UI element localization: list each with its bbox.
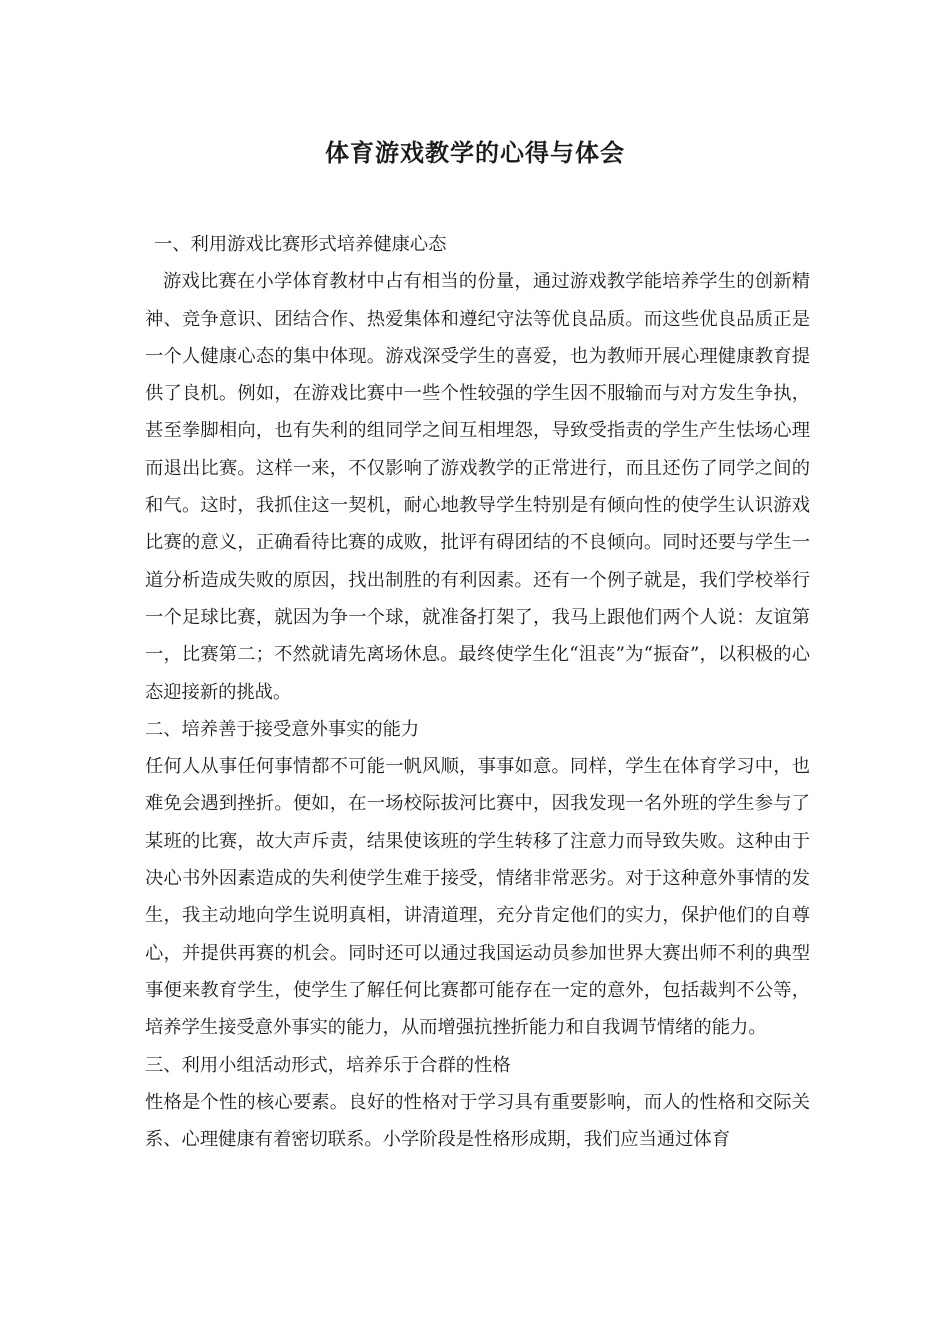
section-heading-2: 二、培养善于接受意外事实的能力 [145, 718, 420, 740]
section-paragraph-1: 游戏比赛在小学体育教材中占有相当的份量，通过游戏教学能培养学生的创新精神、竞争意识、团结合作、热爱集体和遵纪守法等优良品质。而这些优良品质正是一个人健康心态的集中体现。游戏深受学生的喜爱，也为教师开展心理健康教育提供了良机。例如，在游戏比赛中一些个性较强的学生因不服输而与对方发生争执，甚至拳脚相向，也有失利的组同学之间互相埋怨，导致受指责的学生产生怯场心理而退出比赛。这样一来，不仅影响了游戏教学的正常进行，而且还伤了同学之间的和气。这时，我抓住这一契机，耐心地教导学生特别是有倾向性的使学生认识游戏比赛的意义，正确看待比赛的成败，批评有碍团结的不良倾向。同时还要与学生一道分析造成失败的原因，找出制胜的有利因素。还有一个例子就是，我们学校举行一个足球比赛，就因为争一个球，就准备打架了，我马上跟他们两个人说：友谊第一，比赛第二；不然就请先离场休息。最终使学生化“沮丧”为“振奋”，以积极的心态迎接新的挑战。 [145, 271, 810, 703]
document-title: 体育游戏教学的心得与体会 [325, 138, 625, 167]
section-paragraph-3: 性格是个性的核心要素。良好的性格对于学习具有重要影响，而人的性格和交际关系、心理健康有着密切联系。小学阶段是性格形成期，我们应当通过体育 [145, 1091, 810, 1151]
document-body [145, 226, 810, 1158]
section-paragraph-2: 任何人从事任何事情都不可能一帆风顺，事事如意。同样，学生在体育学习中，也难免会遇到挫折。便如，在一场校际拔河比赛中，因我发现一名外班的学生参与了某班的比赛，故大声斥责，结果使该班的学生转移了注意力而导致失败。这种由于决心书外因素造成的失利使学生难于接受，情绪非常恶劣。对于这种意外事情的发生，我主动地向学生说明真相，讲清道理，充分肯定他们的实力，保护他们的自尊心，并提供再赛的机会。同时还可以通过我国运动员参加世界大赛出师不利的典型事便来教育学生，使学生了解任何比赛都可能存在一定的意外，包括裁判不公等，培养学生接受意外事实的能力，从而增强抗挫折能力和自我调节情绪的能力。 [145, 756, 810, 1039]
section-heading-3: 三、利用小组活动形式，培养乐于合群的性格 [145, 1054, 511, 1076]
section-heading-1: 一、利用游戏比赛形式培养健康心态 [154, 234, 447, 255]
